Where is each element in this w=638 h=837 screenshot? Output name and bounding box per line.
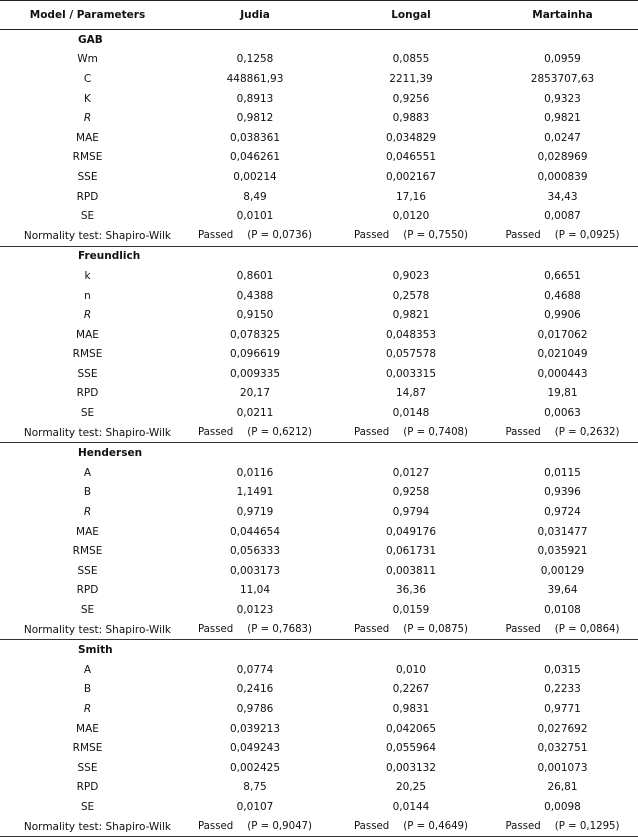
- parameter-value: 0,003132: [385, 761, 437, 774]
- parameter-name: SE: [80, 407, 95, 420]
- normality-status: Passed: [353, 821, 390, 833]
- normality-result: [175, 226, 335, 246]
- parameter-value: 0,2267: [392, 683, 430, 696]
- parameter-row: [0, 364, 638, 384]
- parameter-row: [0, 541, 638, 561]
- parameter-value: 39,64: [547, 584, 578, 597]
- parameter-name: SSE: [77, 170, 98, 183]
- parameter-value: 0,0098: [544, 800, 581, 813]
- parameter-value: 448861,93: [226, 72, 284, 85]
- parameter-value: 0,031477: [537, 525, 588, 538]
- parameter-value: 0,0087: [544, 210, 581, 223]
- parameter-row: [0, 719, 638, 739]
- model-name: GAB: [78, 33, 103, 46]
- parameter-value: 0,9831: [392, 702, 430, 715]
- parameter-value: 0,9821: [544, 112, 581, 125]
- parameter-name: SE: [80, 800, 95, 813]
- normality-result: [335, 817, 487, 837]
- parameter-row: [0, 680, 638, 700]
- parameter-value: 0,0108: [544, 604, 581, 617]
- normality-p-value: (P = 0,7550): [403, 230, 469, 242]
- parameter-row: [0, 403, 638, 423]
- parameter-value: 34,43: [547, 190, 578, 203]
- parameter-value: 0,0959: [544, 53, 581, 66]
- normality-result: [487, 817, 638, 837]
- parameter-value: 19,81: [547, 387, 578, 400]
- parameter-name: SSE: [77, 564, 98, 577]
- normality-p-value: (P = 0,6212): [247, 427, 313, 439]
- parameter-value: 0,9719: [236, 506, 274, 519]
- header-model-parameters: Model / Parameters: [0, 1, 175, 30]
- parameter-value: 17,16: [395, 190, 427, 203]
- normality-p-value: (P = 0,4649): [403, 821, 469, 833]
- parameter-value: 0,9883: [392, 112, 430, 125]
- normality-p-value: (P = 0,7683): [247, 624, 313, 636]
- parameter-name: RPD: [76, 190, 99, 203]
- parameter-value: 0,056333: [229, 545, 281, 558]
- parameter-value: 0,8913: [236, 92, 274, 105]
- parameter-value: 0,9794: [392, 506, 430, 519]
- parameter-row: [0, 384, 638, 404]
- parameter-value: 20,25: [395, 781, 427, 794]
- parameter-value: 0,0123: [236, 604, 274, 617]
- header-row: [0, 1, 638, 30]
- parameter-row: [0, 325, 638, 345]
- parameter-name: B: [83, 486, 92, 499]
- parameter-row: [0, 502, 638, 522]
- normality-status: Passed: [197, 230, 234, 242]
- normality-p-value: (P = 0,2632): [554, 427, 620, 439]
- normality-status: Passed: [197, 427, 234, 439]
- parameter-value: 0,0774: [236, 663, 274, 676]
- parameter-value: 26,81: [547, 781, 578, 794]
- parameter-value: 0,0063: [544, 407, 581, 420]
- parameter-value: 0,035921: [537, 545, 588, 558]
- model-row: [0, 443, 638, 463]
- parameter-value: 2211,39: [389, 72, 433, 85]
- parameter-value: 0,9256: [392, 92, 430, 105]
- parameter-value: 0,034829: [385, 131, 437, 144]
- header-martainha: Martainha: [487, 1, 638, 30]
- parameter-value: 0,002425: [229, 761, 281, 774]
- normality-status: Passed: [197, 821, 234, 833]
- parameter-name: RMSE: [72, 545, 103, 558]
- parameter-value: 0,000839: [537, 170, 588, 183]
- normality-result: [487, 423, 638, 443]
- normality-status: Passed: [505, 230, 541, 242]
- normality-result: [335, 620, 487, 640]
- parameter-row: [0, 600, 638, 620]
- parameter-value: 0,0855: [392, 53, 430, 66]
- normality-p-value: (P = 0,0736): [247, 230, 313, 242]
- parameter-value: 0,000443: [537, 367, 588, 380]
- parameter-value: 0,0148: [392, 407, 430, 420]
- parameter-name: R: [83, 702, 92, 715]
- normality-result: [335, 423, 487, 443]
- parameter-value: 0,9906: [544, 309, 581, 322]
- parameter-value: 0,039213: [229, 722, 281, 735]
- parameter-value: 0,0127: [392, 466, 430, 479]
- parameter-value: 0,4388: [236, 289, 274, 302]
- normality-label: Normality test: Shapiro-Wilk: [0, 423, 175, 443]
- normality-row: [0, 620, 638, 640]
- parameter-value: 0,002167: [385, 170, 437, 183]
- parameter-row: [0, 206, 638, 226]
- parameter-value: 0,042065: [385, 722, 437, 735]
- normality-row: [0, 817, 638, 837]
- parameter-row: [0, 660, 638, 680]
- parameter-value: 0,0211: [236, 407, 274, 420]
- parameter-value: 0,049176: [385, 525, 437, 538]
- parameter-value: 0,0144: [392, 800, 430, 813]
- parameter-name: RMSE: [72, 348, 103, 361]
- parameter-value: 0,055964: [385, 742, 437, 755]
- parameter-name: R: [83, 506, 92, 519]
- parameter-value: 0,0120: [392, 210, 430, 223]
- parameter-value: 0,003173: [229, 564, 281, 577]
- parameter-name: RPD: [76, 781, 99, 794]
- parameter-name: SE: [80, 210, 95, 223]
- parameter-value: 0,2578: [392, 289, 430, 302]
- parameter-value: 0,078325: [229, 328, 281, 341]
- parameter-name: MAE: [76, 328, 99, 341]
- parameter-row: [0, 266, 638, 286]
- parameter-row: [0, 483, 638, 503]
- parameter-name: R: [83, 112, 92, 125]
- parameter-value: 2853707,63: [530, 72, 595, 85]
- normality-result: [175, 620, 335, 640]
- parameter-value: 0,048353: [385, 328, 437, 341]
- normality-result: [487, 620, 638, 640]
- parameter-value: 0,00214: [233, 170, 277, 183]
- parameter-row: [0, 738, 638, 758]
- parameter-name: A: [83, 663, 92, 676]
- parameter-value: 8,75: [243, 781, 267, 794]
- parameter-value: 0,8601: [236, 269, 274, 282]
- normality-status: Passed: [505, 624, 541, 636]
- normality-p-value: (P = 0,9047): [247, 821, 313, 833]
- normality-p-value: (P = 0,1295): [554, 821, 620, 833]
- normality-status: Passed: [353, 427, 390, 439]
- parameter-name: B: [83, 683, 92, 696]
- parameter-row: [0, 89, 638, 109]
- parameter-value: 0,096619: [229, 348, 281, 361]
- parameter-value: 0,4688: [544, 289, 581, 302]
- parameter-value: 0,038361: [229, 131, 281, 144]
- parameter-name: RPD: [76, 584, 99, 597]
- parameter-row: [0, 187, 638, 207]
- header-longal: Longal: [335, 1, 487, 30]
- parameter-value: 0,2416: [236, 683, 274, 696]
- parameter-row: [0, 148, 638, 168]
- parameter-value: 8,49: [243, 190, 267, 203]
- parameter-name: Wm: [77, 53, 98, 66]
- normality-status: Passed: [505, 427, 541, 439]
- parameter-name: MAE: [76, 131, 99, 144]
- parameter-value: 0,001073: [537, 761, 588, 774]
- parameter-value: 0,027692: [537, 722, 588, 735]
- normality-label: Normality test: Shapiro-Wilk: [0, 817, 175, 837]
- parameter-row: [0, 581, 638, 601]
- parameter-row: [0, 286, 638, 306]
- parameter-row: [0, 522, 638, 542]
- model-name: Hendersen: [78, 447, 143, 460]
- parameter-name: n: [84, 289, 91, 302]
- parameter-value: 0,9786: [236, 702, 274, 715]
- parameter-name: RMSE: [72, 151, 103, 164]
- model-name: Freundlich: [78, 250, 141, 263]
- parameter-value: 0,0115: [544, 466, 581, 479]
- parameter-value: 0,049243: [229, 742, 281, 755]
- parameter-name: K: [84, 92, 91, 105]
- parameter-name: RPD: [76, 387, 99, 400]
- parameter-value: 0,9150: [236, 309, 274, 322]
- model-row: [0, 640, 638, 660]
- parameter-value: 0,028969: [537, 151, 588, 164]
- parameter-value: 11,04: [239, 584, 271, 597]
- parameter-value: 0,021049: [537, 348, 588, 361]
- model-row: [0, 246, 638, 266]
- parameter-name: k: [84, 269, 91, 282]
- parameter-value: 0,0116: [236, 466, 274, 479]
- parameter-value: 0,009335: [229, 367, 281, 380]
- parameter-value: 0,057578: [385, 348, 437, 361]
- parameter-row: [0, 167, 638, 187]
- normality-row: [0, 226, 638, 246]
- parameter-row: [0, 561, 638, 581]
- parameter-value: 0,0315: [544, 663, 581, 676]
- parameter-row: [0, 128, 638, 148]
- parameter-row: [0, 699, 638, 719]
- parameter-value: 0,9724: [544, 506, 581, 519]
- parameter-value: 0,046261: [229, 151, 281, 164]
- model-name: Smith: [78, 644, 113, 657]
- parameter-name: MAE: [76, 722, 99, 735]
- parameter-row: [0, 345, 638, 365]
- normality-status: Passed: [353, 230, 390, 242]
- normality-status: Passed: [505, 821, 541, 833]
- normality-result: [335, 226, 487, 246]
- parameter-value: 0,0159: [392, 604, 430, 617]
- table-body: [0, 30, 638, 837]
- parameter-value: 0,9821: [392, 309, 430, 322]
- parameter-value: 0,032751: [537, 742, 588, 755]
- parameter-value: 0,6651: [544, 269, 581, 282]
- parameter-name: C: [83, 72, 92, 85]
- normality-status: Passed: [353, 624, 390, 636]
- parameter-row: [0, 463, 638, 483]
- parameter-name: RMSE: [72, 742, 103, 755]
- parameter-value: 0,003811: [385, 564, 437, 577]
- normality-label: Normality test: Shapiro-Wilk: [0, 620, 175, 640]
- parameter-name: SSE: [77, 367, 98, 380]
- header-judia: Judia: [175, 1, 335, 30]
- normality-result: [175, 817, 335, 837]
- parameter-value: 0,00129: [540, 564, 585, 577]
- parameter-row: [0, 69, 638, 89]
- normality-status: Passed: [197, 624, 234, 636]
- parameter-value: 0,017062: [537, 328, 588, 341]
- model-row: [0, 30, 638, 50]
- parameter-value: 0,9771: [544, 702, 581, 715]
- normality-p-value: (P = 0,7408): [403, 427, 469, 439]
- parameter-name: SSE: [77, 761, 98, 774]
- parameter-value: 1,1491: [236, 486, 274, 499]
- parameter-value: 0,044654: [229, 525, 281, 538]
- normality-p-value: (P = 0,0875): [403, 624, 469, 636]
- parameter-value: 0,0107: [236, 800, 274, 813]
- parameter-name: MAE: [76, 525, 99, 538]
- normality-result: [175, 423, 335, 443]
- normality-row: [0, 423, 638, 443]
- parameter-value: 36,36: [395, 584, 427, 597]
- parameter-name: R: [83, 309, 92, 322]
- parameter-row: [0, 797, 638, 817]
- parameter-row: [0, 50, 638, 70]
- parameter-value: 0,0101: [236, 210, 274, 223]
- parameter-value: 20,17: [239, 387, 271, 400]
- normality-label: Normality test: Shapiro-Wilk: [0, 226, 175, 246]
- normality-p-value: (P = 0,0925): [554, 230, 620, 242]
- parameter-value: 0,9023: [392, 269, 430, 282]
- normality-result: [487, 226, 638, 246]
- parameter-value: 0,0247: [544, 131, 581, 144]
- parameter-row: [0, 778, 638, 798]
- parameter-value: 0,046551: [385, 151, 437, 164]
- parameter-name: A: [83, 466, 92, 479]
- parameter-value: 0,9396: [544, 486, 581, 499]
- parameter-value: 0,9323: [544, 92, 581, 105]
- parameter-value: 0,9812: [236, 112, 274, 125]
- parameter-name: SE: [80, 604, 95, 617]
- parameter-value: 0,003315: [385, 367, 437, 380]
- normality-p-value: (P = 0,0864): [554, 624, 620, 636]
- parameter-row: [0, 305, 638, 325]
- parameter-value: 0,9258: [392, 486, 430, 499]
- parameter-value: 0,010: [395, 663, 427, 676]
- parameter-value: 0,061731: [385, 545, 437, 558]
- parameter-value: 0,2233: [544, 683, 581, 696]
- parameter-row: [0, 108, 638, 128]
- parameter-value: 0,1258: [236, 53, 274, 66]
- parameter-value: 14,87: [395, 387, 427, 400]
- parameter-row: [0, 758, 638, 778]
